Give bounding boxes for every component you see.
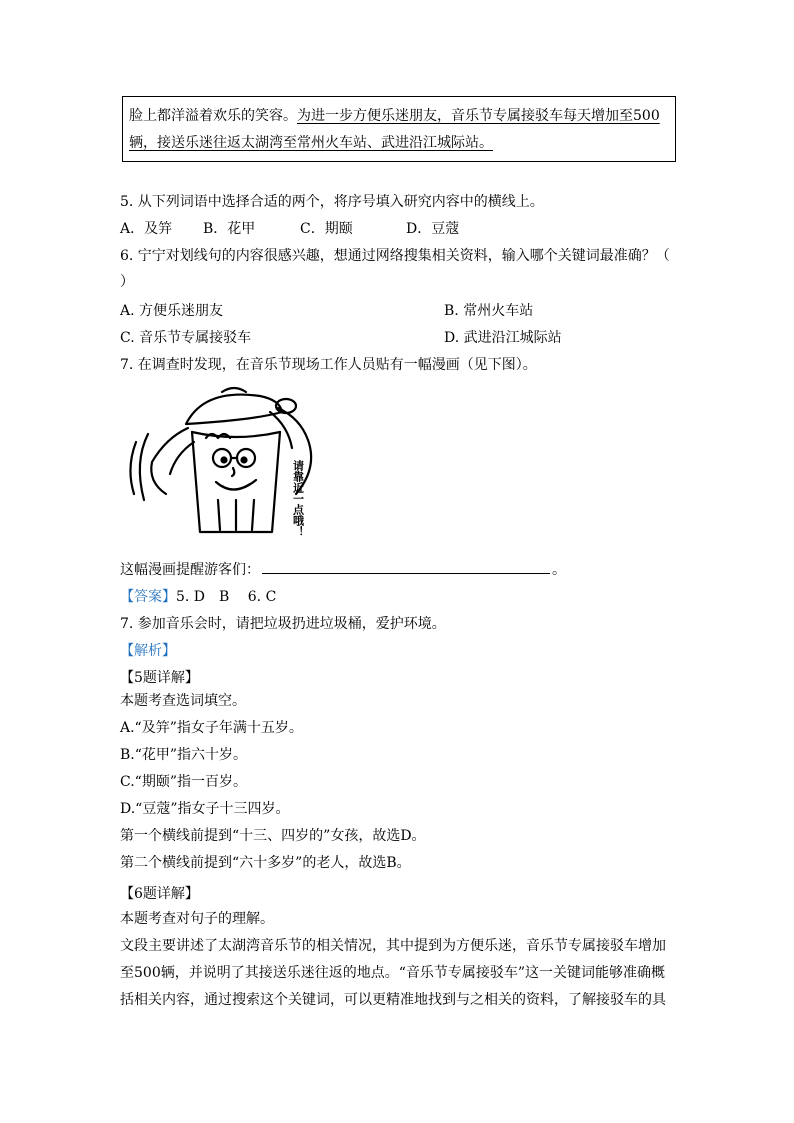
q7-prompt: 这幅漫画提醒游客们： [120, 562, 260, 578]
q5-detail-line: C.“期颐”指一百岁。 [120, 774, 247, 790]
q5-detail-line: B.“花甲”指六十岁。 [120, 747, 248, 763]
q7-prompt-line [120, 559, 566, 579]
q6-stem-line-1: 6. 宁宁对划线句的内容很感兴趣，想通过网络搜集相关资料，输入哪个关键词最准确？（ [120, 248, 670, 264]
passage-box [122, 96, 676, 162]
q5-option-a: A．及笄 [120, 221, 173, 237]
passage-plain-text: 脸上都洋溢着欢乐的笑容。 [129, 108, 297, 124]
q6-stem-line-2: ） [120, 274, 134, 290]
q6-detail-body [120, 906, 680, 1014]
q5-option-d: D．豆蔻 [406, 221, 460, 237]
q7-prompt-end: 。 [552, 562, 566, 578]
q6-detail-line: 至500辆，并说明了其接送乐迷往返的地点。“音乐节专属接驳车”这一关键词能够准确概 [120, 965, 666, 981]
answer-choices: 5. D B 6. C [176, 589, 277, 605]
q5-option-c: C．期颐 [300, 221, 353, 237]
q6-detail-title: 【6题详解】 [120, 886, 199, 902]
q6-detail-line: 本题考查对句子的理解。 [120, 911, 274, 927]
passage-underlined-text-2: 辆，接送乐迷往返太湖湾至常州火车站、武进沿江城际站。 [129, 135, 493, 151]
q6-option-b: B. 常州火车站 [444, 303, 534, 319]
trash-can-cartoon [122, 382, 322, 542]
analysis-label: 【解析】 [120, 643, 176, 659]
q5-detail-line: D.“豆蔻”指女子十三四岁。 [120, 801, 290, 817]
q5-stem: 5. 从下列词语中选择合适的两个，将序号填入研究内容中的横线上。 [120, 194, 544, 210]
trash-can-cartoon-drawing [122, 382, 322, 542]
q5-option-b: B．花甲 [203, 221, 256, 237]
q6-option-d: D. 武进沿江城际站 [444, 330, 562, 346]
q6-option-a: A. 方便乐迷朋友 [120, 303, 224, 319]
q5-detail-line: 第二个横线前提到“六十多岁”的老人，故选B。 [120, 855, 411, 871]
answer-line-2: 7. 参加音乐会时，请把垃圾扔进垃圾桶，爱护环境。 [120, 616, 446, 632]
q5-detail-line: 本题考查选词填空。 [120, 693, 246, 709]
cartoon-vertical-caption: 请靠近一点哦！ [291, 460, 305, 537]
q7-stem: 7. 在调查时发现，在音乐节现场工作人员贴有一幅漫画（见下图）。 [120, 357, 537, 373]
q5-detail-line: 第一个横线前提到“十三、四岁的”女孩，故选D。 [120, 828, 426, 844]
q6-option-c: C. 音乐节专属接驳车 [120, 330, 252, 346]
q5-detail-title: 【5题详解】 [120, 670, 199, 686]
answer-label: 【答案】 [120, 589, 176, 605]
q6-detail-line: 文段主要讲述了太湖湾音乐节的相关情况，其中提到为方便乐迷，音乐节专属接驳车增加 [120, 938, 666, 954]
passage-underlined-text-1: 为进一步方便乐迷朋友，音乐节专属接驳车每天增加至500 [297, 108, 660, 124]
passage-line-2 [129, 132, 493, 152]
q5-detail-body [120, 688, 680, 877]
passage-line-1 [129, 105, 660, 125]
answer-line-1 [120, 586, 276, 606]
q6-detail-line: 括相关内容，通过搜索这个关键词，可以更精准地找到与之相关的资料，了解接驳车的具 [120, 992, 666, 1008]
q5-detail-line: A.“及笄”指女子年满十五岁。 [120, 720, 303, 736]
q7-answer-blank [262, 572, 550, 574]
